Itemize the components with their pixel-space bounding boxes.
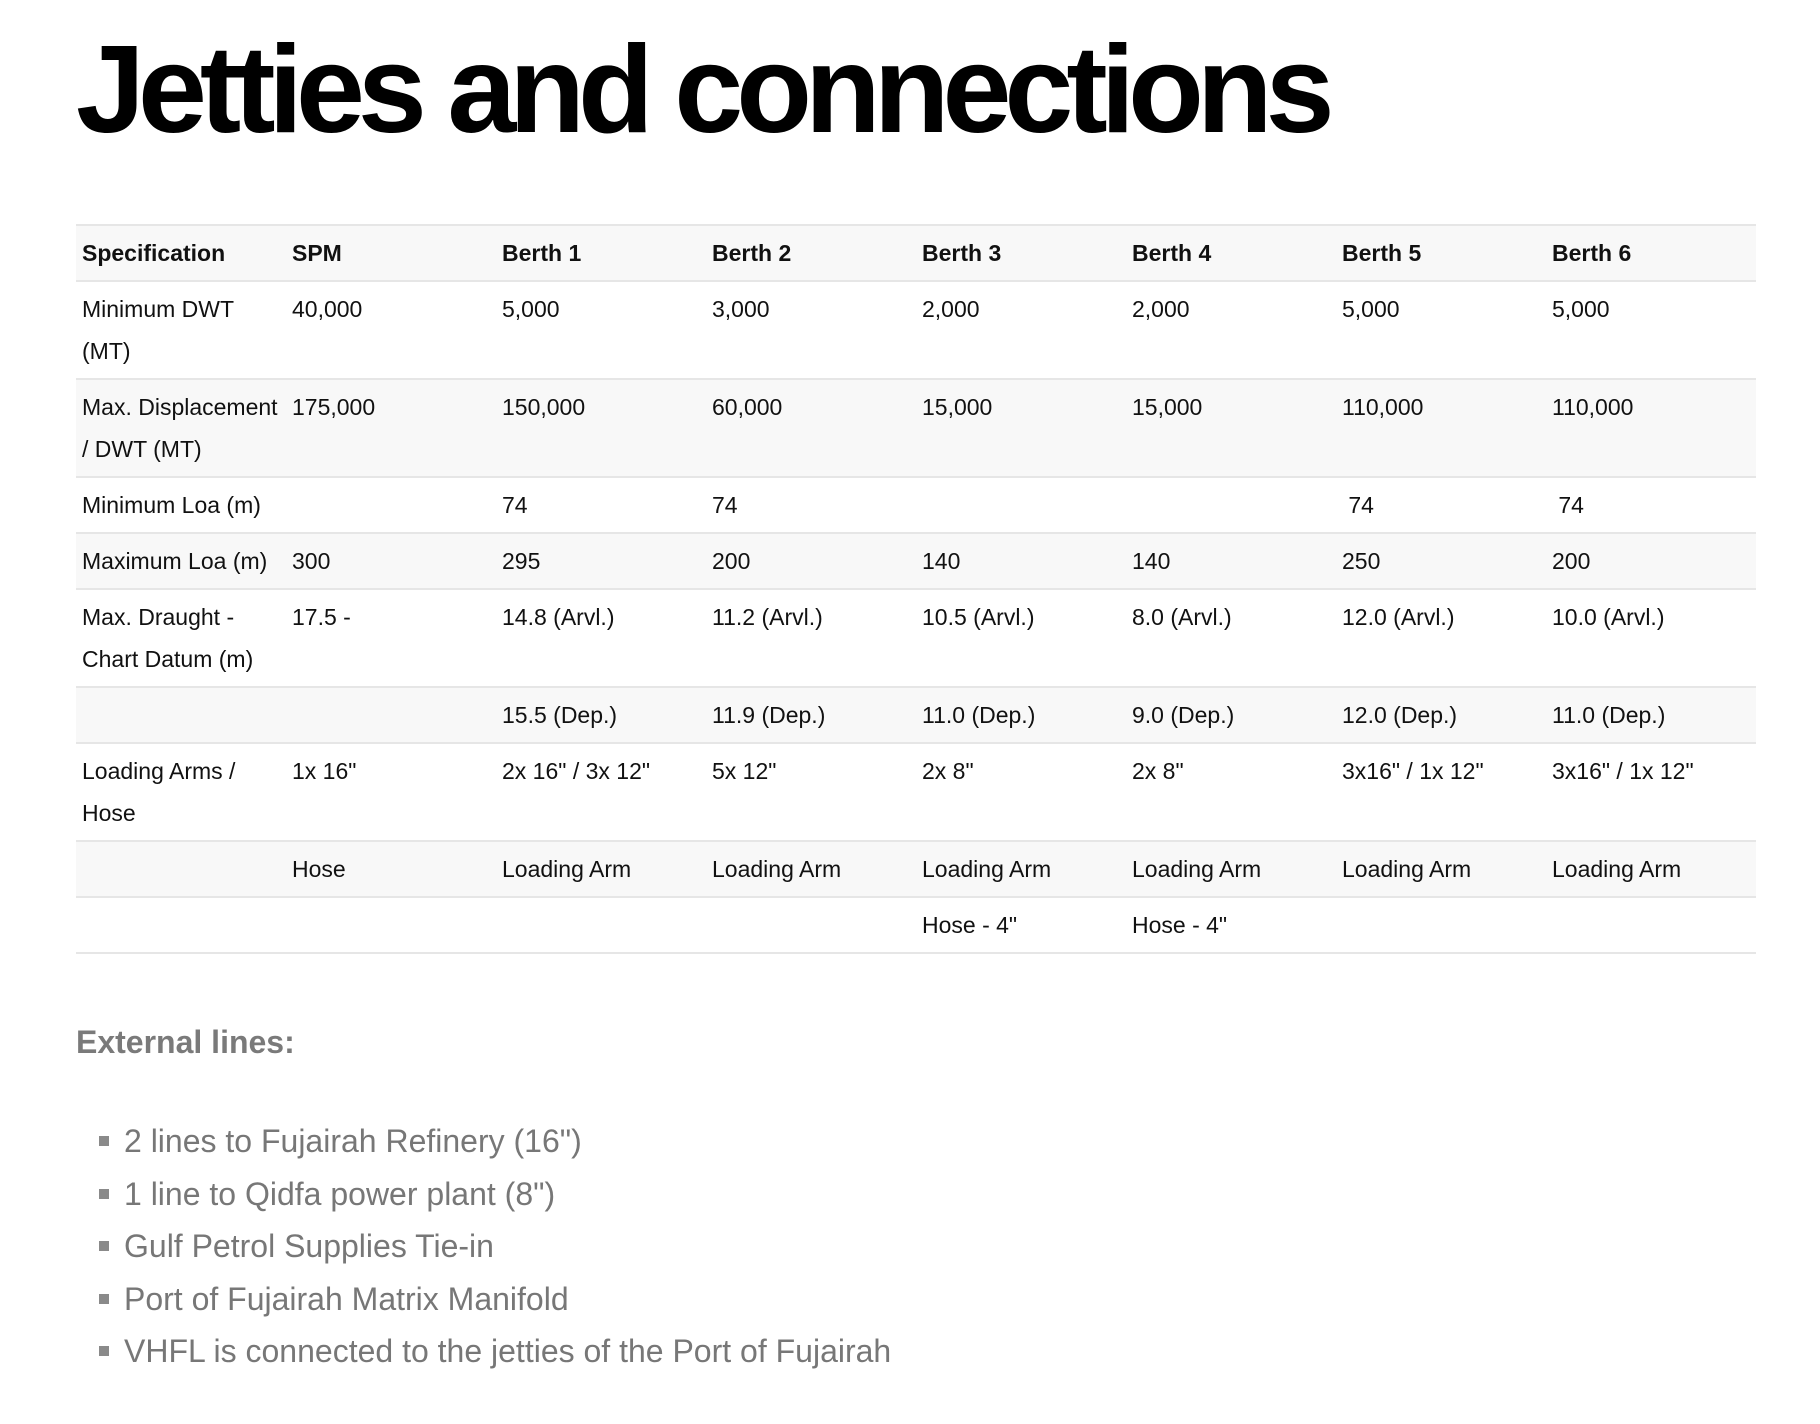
table-cell: 200 [712, 548, 751, 574]
header-berth-3: Berth 3 [922, 240, 1002, 266]
table-cell [286, 897, 496, 953]
table-cell: 295 [502, 548, 541, 574]
table-cell: 11.0 (Dep.) [1552, 702, 1666, 728]
table-cell: 1x 16" [292, 758, 357, 784]
table-cell: 110,000 [1552, 394, 1634, 420]
table-cell: Loading Arms / Hose [82, 758, 236, 826]
table-cell: 3x16" / 1x 12" [1342, 758, 1484, 784]
table-cell: 300 [292, 548, 331, 574]
table-row [76, 687, 1756, 743]
table-row [76, 533, 1756, 589]
list-item-text: 1 line to Qidfa power plant (8") [124, 1175, 556, 1212]
table-cell: 60,000 [712, 394, 783, 420]
table-cell: 5,000 [502, 296, 560, 322]
table-cell [496, 897, 706, 953]
table-cell: 2x 16" / 3x 12" [502, 758, 651, 784]
table-cell: 74 [1552, 492, 1584, 518]
square-bullet-icon [99, 1241, 109, 1251]
table-cell: 15.5 (Dep.) [502, 702, 618, 728]
table-cell: 140 [1132, 548, 1171, 574]
table-cell: Loading Arm [712, 856, 842, 882]
table-row [76, 743, 1756, 841]
table-cell [286, 687, 496, 743]
table-row [76, 897, 1756, 953]
table-row [76, 589, 1756, 687]
list-item [76, 1325, 891, 1378]
table-cell: 2,000 [922, 296, 980, 322]
table-cell [1336, 897, 1546, 953]
list-item [76, 1273, 891, 1326]
table-row [76, 379, 1756, 477]
table-cell: 12.0 (Arvl.) [1342, 604, 1455, 630]
list-item-text: VHFL is connected to the jetties of the Port of Fujairah [124, 1333, 892, 1369]
list-item-text: 2 lines to Fujairah Refinery (16") [124, 1123, 582, 1159]
table-cell: 9.0 (Dep.) [1132, 702, 1235, 728]
table-cell: 5x 12" [712, 758, 777, 784]
square-bullet-icon [99, 1189, 109, 1199]
table-cell: 2x 8" [1132, 758, 1184, 784]
table-cell: 40,000 [292, 296, 363, 322]
list-item [76, 1115, 891, 1168]
list-item [76, 1168, 891, 1221]
table-cell: 10.5 (Arvl.) [922, 604, 1035, 630]
table-cell: 15,000 [922, 394, 993, 420]
table-header-row [76, 225, 1756, 281]
table-cell: 2x 8" [922, 758, 974, 784]
list-item [76, 1220, 891, 1273]
table-cell: 8.0 (Arvl.) [1132, 604, 1232, 630]
table-cell: 175,000 [292, 394, 376, 420]
header-berth-5: Berth 5 [1342, 240, 1422, 266]
header-specification: Specification [82, 240, 226, 266]
table-cell: Maximum Loa (m) [82, 548, 268, 574]
table-cell: 5,000 [1342, 296, 1400, 322]
header-berth-1: Berth 1 [502, 240, 582, 266]
table-cell: 14.8 (Arvl.) [502, 604, 615, 630]
list-item-text: Gulf Petrol Supplies Tie-in [124, 1228, 494, 1264]
table-cell: 200 [1552, 548, 1591, 574]
square-bullet-icon [99, 1136, 109, 1146]
table-row [76, 841, 1756, 897]
table-cell [916, 477, 1126, 533]
table-cell: Max. Draught - Chart Datum (m) [82, 604, 254, 672]
table-cell: 15,000 [1132, 394, 1203, 420]
table-cell: 140 [922, 548, 961, 574]
external-lines-list [76, 1115, 891, 1378]
table-cell: Loading Arm [1342, 856, 1472, 882]
external-lines-heading: External lines: [76, 1024, 295, 1060]
table-cell: Loading Arm [1552, 856, 1682, 882]
table-cell: 11.2 (Arvl.) [712, 604, 823, 630]
table-cell: Minimum DWT (MT) [82, 296, 234, 364]
table-cell: Hose - 4" [922, 912, 1018, 938]
table-row [76, 281, 1756, 379]
header-berth-6: Berth 6 [1552, 240, 1632, 266]
table-cell: 250 [1342, 548, 1381, 574]
table-cell: 3,000 [712, 296, 770, 322]
table-cell: Loading Arm [1132, 856, 1262, 882]
table-cell: Hose [292, 856, 346, 882]
table-cell [76, 897, 286, 953]
table-cell: 110,000 [1342, 394, 1424, 420]
header-berth-2: Berth 2 [712, 240, 792, 266]
table-cell [76, 841, 286, 897]
table-cell: Loading Arm [922, 856, 1052, 882]
jetty-spec-table [76, 224, 1756, 954]
table-cell: 11.9 (Dep.) [712, 702, 826, 728]
table-cell: 74 [1342, 492, 1374, 518]
table-cell [706, 897, 916, 953]
table-cell: 74 [712, 492, 738, 518]
list-item-text: Port of Fujairah Matrix Manifold [124, 1280, 569, 1317]
header-berth-4: Berth 4 [1132, 240, 1212, 266]
table-cell: Max. Displacement / DWT (MT) [82, 394, 278, 462]
table-cell: Hose - 4" [1132, 912, 1228, 938]
table-cell: 3x16" / 1x 12" [1552, 758, 1694, 784]
table-cell [1126, 477, 1336, 533]
table-cell: 17.5 - [292, 604, 351, 630]
table-cell: Minimum Loa (m) [82, 492, 261, 518]
table-cell: 11.0 (Dep.) [922, 702, 1036, 728]
table-cell [76, 687, 286, 743]
square-bullet-icon [99, 1346, 109, 1356]
table-cell: 74 [502, 492, 528, 518]
table-cell [1546, 897, 1756, 953]
page-title: Jetties and connections [76, 21, 1328, 159]
table-cell: 10.0 (Arvl.) [1552, 604, 1665, 630]
table-cell [286, 477, 496, 533]
table-cell: 5,000 [1552, 296, 1610, 322]
table-cell: 150,000 [502, 394, 586, 420]
table-cell: 12.0 (Dep.) [1342, 702, 1458, 728]
table-cell: Loading Arm [502, 856, 632, 882]
header-spm: SPM [292, 240, 342, 266]
table-cell: 2,000 [1132, 296, 1190, 322]
table-row [76, 477, 1756, 533]
square-bullet-icon [99, 1294, 109, 1304]
